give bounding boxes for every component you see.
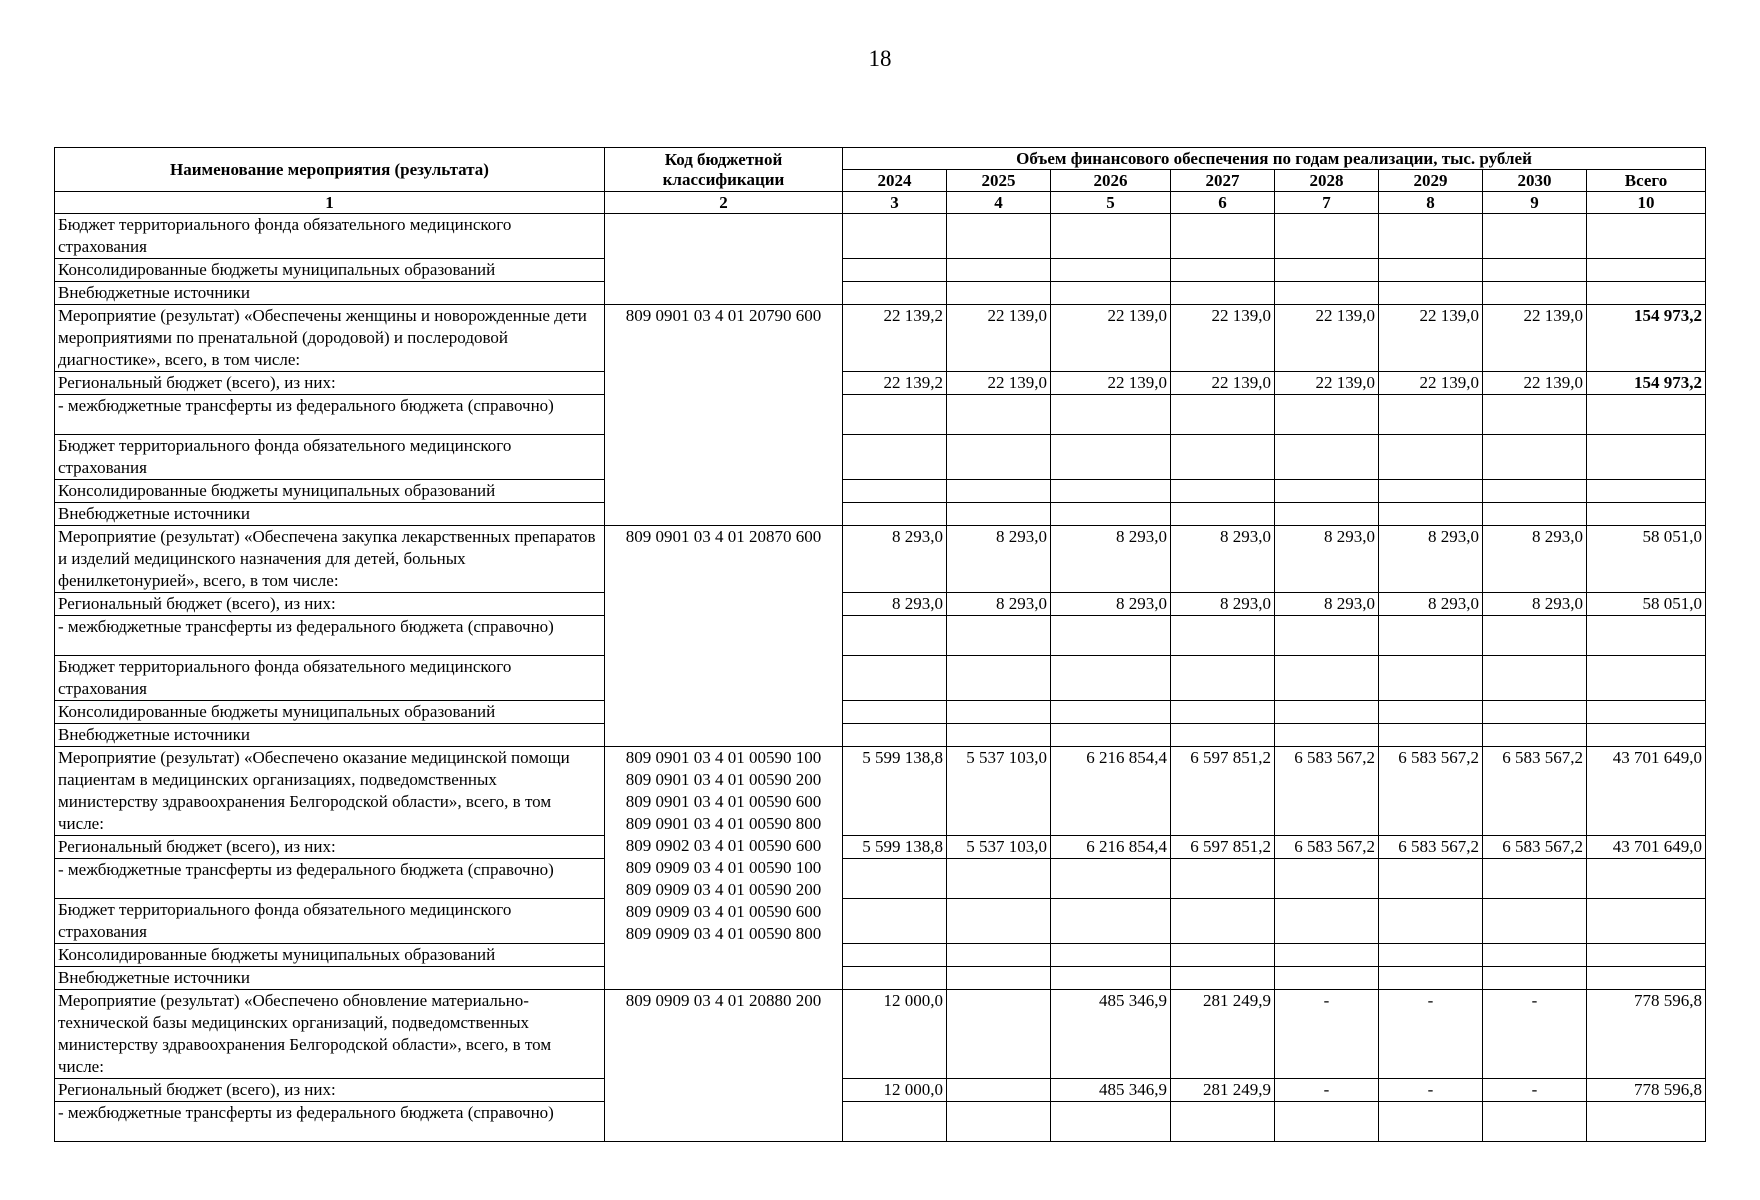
row-name: Бюджет территориального фонда обязательного медицинского страхования <box>55 899 605 944</box>
value-cell-2025 <box>947 701 1051 724</box>
row-name: Внебюджетные источники <box>55 724 605 747</box>
value-cell-2026: 6 216 854,4 <box>1051 836 1171 859</box>
table-row <box>55 836 1706 859</box>
row-name: Внебюджетные источники <box>55 967 605 990</box>
value-cell-2025: 8 293,0 <box>947 526 1051 593</box>
table-row <box>55 305 1706 372</box>
value-cell-2027 <box>1171 656 1275 701</box>
table-body <box>55 214 1706 1142</box>
value-cell-2029: 22 139,0 <box>1379 305 1483 372</box>
value-cell-2024 <box>843 724 947 747</box>
table-row <box>55 1079 1706 1102</box>
value-cell-2027 <box>1171 944 1275 967</box>
value-cell-2030: 6 583 567,2 <box>1483 747 1587 836</box>
total-cell: 778 596,8 <box>1587 1079 1706 1102</box>
value-cell-2030 <box>1483 701 1587 724</box>
value-cell-2025 <box>947 1102 1051 1142</box>
value-cell-2029: 8 293,0 <box>1379 526 1483 593</box>
value-cell-2027: 8 293,0 <box>1171 593 1275 616</box>
value-cell-2030 <box>1483 859 1587 899</box>
value-cell-2028: 8 293,0 <box>1275 593 1379 616</box>
value-cell-2027: 281 249,9 <box>1171 990 1275 1079</box>
value-cell-2027 <box>1171 701 1275 724</box>
value-cell-2029 <box>1379 701 1483 724</box>
value-cell-2028: 8 293,0 <box>1275 526 1379 593</box>
value-cell-2025 <box>947 395 1051 435</box>
value-cell-2028 <box>1275 899 1379 944</box>
value-cell-2030 <box>1483 656 1587 701</box>
value-cell-2027 <box>1171 724 1275 747</box>
value-cell-2026: 22 139,0 <box>1051 305 1171 372</box>
value-cell-2025 <box>947 259 1051 282</box>
value-cell-2028 <box>1275 259 1379 282</box>
value-cell-2026: 485 346,9 <box>1051 990 1171 1079</box>
value-cell-2026 <box>1051 899 1171 944</box>
value-cell-2029 <box>1379 656 1483 701</box>
year-header-2028: 2028 <box>1275 170 1379 192</box>
value-cell-2025 <box>947 503 1051 526</box>
value-cell-2027: 6 597 851,2 <box>1171 747 1275 836</box>
table-row <box>55 480 1706 503</box>
total-cell <box>1587 1102 1706 1142</box>
row-name: Мероприятие (результат) «Обеспечена закупка лекарственных препаратов и изделий медицинского назначения для детей, больных фенилкетонурией», всего, в том числе: <box>55 526 605 593</box>
value-cell-2027 <box>1171 395 1275 435</box>
value-cell-2026 <box>1051 656 1171 701</box>
value-cell-2029 <box>1379 503 1483 526</box>
row-name: Мероприятие (результат) «Обеспечено оказание медицинской помощи пациентам в медицинских организациях, подведомственных министерству здравоохранения Белгородской области», всего, в том числе: <box>55 747 605 836</box>
column-numbers-row <box>55 192 1706 214</box>
value-cell-2029 <box>1379 282 1483 305</box>
value-cell-2024: 5 599 138,8 <box>843 747 947 836</box>
column-header-name: Наименование мероприятия (результата) <box>55 148 605 192</box>
row-name: Консолидированные бюджеты муниципальных образований <box>55 259 605 282</box>
value-cell-2028 <box>1275 724 1379 747</box>
year-header-2026: 2026 <box>1051 170 1171 192</box>
value-cell-2024: 8 293,0 <box>843 593 947 616</box>
value-cell-2025 <box>947 944 1051 967</box>
column-header-code: Код бюджетной классификации <box>605 148 843 192</box>
value-cell-2025 <box>947 899 1051 944</box>
row-name: - межбюджетные трансферты из федерального бюджета (справочно) <box>55 1102 605 1142</box>
total-cell <box>1587 656 1706 701</box>
value-cell-2026 <box>1051 944 1171 967</box>
value-cell-2026: 8 293,0 <box>1051 526 1171 593</box>
budget-code-cell: 809 0901 03 4 01 00590 100 809 0901 03 4 01 00590 200 809 0901 03 4 01 00590 600 809 0901 03 4 01 00590 800 809 0902 03 4 01 00590 600 809 0909 03 4 01 00590 100 809 0909 03 4 01 00590 200 809 0909 03 4 01 00590 600 809 0909 03 4 01 00590 800 <box>605 747 843 990</box>
value-cell-2028 <box>1275 944 1379 967</box>
row-name: Мероприятие (результат) «Обеспечено обновление материально-технической базы медицинских организаций, подведомственных министерству здравоохранения Белгородской области», всего, в том числе: <box>55 990 605 1079</box>
value-cell-2026 <box>1051 701 1171 724</box>
value-cell-2028 <box>1275 701 1379 724</box>
value-cell-2029: - <box>1379 1079 1483 1102</box>
column-number-6: 6 <box>1171 192 1275 214</box>
table-row <box>55 724 1706 747</box>
value-cell-2030: 22 139,0 <box>1483 372 1587 395</box>
table-row <box>55 593 1706 616</box>
value-cell-2025 <box>947 859 1051 899</box>
value-cell-2029 <box>1379 616 1483 656</box>
value-cell-2026: 8 293,0 <box>1051 593 1171 616</box>
value-cell-2025: 22 139,0 <box>947 372 1051 395</box>
value-cell-2025 <box>947 282 1051 305</box>
table-row <box>55 899 1706 944</box>
total-cell: 154 973,2 <box>1587 372 1706 395</box>
value-cell-2028 <box>1275 435 1379 480</box>
year-header-2027: 2027 <box>1171 170 1275 192</box>
value-cell-2024: 5 599 138,8 <box>843 836 947 859</box>
value-cell-2024 <box>843 859 947 899</box>
table-row <box>55 616 1706 656</box>
value-cell-2026: 485 346,9 <box>1051 1079 1171 1102</box>
value-cell-2025 <box>947 724 1051 747</box>
total-cell <box>1587 435 1706 480</box>
value-cell-2029: - <box>1379 990 1483 1079</box>
row-name: - межбюджетные трансферты из федерального бюджета (справочно) <box>55 395 605 435</box>
row-name: Региональный бюджет (всего), из них: <box>55 836 605 859</box>
value-cell-2028: 6 583 567,2 <box>1275 747 1379 836</box>
column-number-2: 2 <box>605 192 843 214</box>
row-name: Региональный бюджет (всего), из них: <box>55 593 605 616</box>
value-cell-2030: - <box>1483 1079 1587 1102</box>
value-cell-2024: 22 139,2 <box>843 305 947 372</box>
total-cell <box>1587 503 1706 526</box>
total-cell: 43 701 649,0 <box>1587 836 1706 859</box>
column-number-8: 8 <box>1379 192 1483 214</box>
table-row <box>55 990 1706 1079</box>
value-cell-2024 <box>843 395 947 435</box>
value-cell-2028 <box>1275 214 1379 259</box>
value-cell-2030 <box>1483 214 1587 259</box>
value-cell-2024: 22 139,2 <box>843 372 947 395</box>
value-cell-2027 <box>1171 616 1275 656</box>
value-cell-2030 <box>1483 395 1587 435</box>
table-row <box>55 1102 1706 1142</box>
total-cell <box>1587 395 1706 435</box>
value-cell-2029 <box>1379 1102 1483 1142</box>
value-cell-2028: 22 139,0 <box>1275 305 1379 372</box>
value-cell-2027 <box>1171 214 1275 259</box>
budget-code-cell: 809 0909 03 4 01 20880 200 <box>605 990 843 1142</box>
value-cell-2027 <box>1171 282 1275 305</box>
value-cell-2027: 8 293,0 <box>1171 526 1275 593</box>
value-cell-2025 <box>947 480 1051 503</box>
value-cell-2027: 6 597 851,2 <box>1171 836 1275 859</box>
table-row <box>55 372 1706 395</box>
table-row <box>55 747 1706 836</box>
value-cell-2028 <box>1275 480 1379 503</box>
funding-table <box>54 147 1706 1142</box>
value-cell-2026 <box>1051 967 1171 990</box>
value-cell-2025: 22 139,0 <box>947 305 1051 372</box>
value-cell-2030 <box>1483 1102 1587 1142</box>
page-number: 18 <box>868 46 892 71</box>
value-cell-2024 <box>843 944 947 967</box>
total-cell <box>1587 944 1706 967</box>
table-header <box>55 148 1706 214</box>
column-number-5: 5 <box>1051 192 1171 214</box>
row-name: Консолидированные бюджеты муниципальных образований <box>55 944 605 967</box>
value-cell-2024 <box>843 435 947 480</box>
value-cell-2024: 8 293,0 <box>843 526 947 593</box>
row-name: Региональный бюджет (всего), из них: <box>55 372 605 395</box>
value-cell-2024 <box>843 616 947 656</box>
year-header-2030: 2030 <box>1483 170 1587 192</box>
value-cell-2030 <box>1483 503 1587 526</box>
value-cell-2028 <box>1275 859 1379 899</box>
value-cell-2028: 22 139,0 <box>1275 372 1379 395</box>
total-cell <box>1587 480 1706 503</box>
value-cell-2026 <box>1051 480 1171 503</box>
total-cell <box>1587 259 1706 282</box>
value-cell-2029: 6 583 567,2 <box>1379 836 1483 859</box>
value-cell-2025: 5 537 103,0 <box>947 836 1051 859</box>
value-cell-2027 <box>1171 1102 1275 1142</box>
value-cell-2029 <box>1379 944 1483 967</box>
value-cell-2028: - <box>1275 1079 1379 1102</box>
value-cell-2026 <box>1051 435 1171 480</box>
value-cell-2029: 6 583 567,2 <box>1379 747 1483 836</box>
column-header-funding: Объем финансового обеспечения по годам реализации, тыс. рублей <box>843 148 1706 170</box>
value-cell-2024 <box>843 214 947 259</box>
value-cell-2027 <box>1171 259 1275 282</box>
table-row <box>55 944 1706 967</box>
value-cell-2026 <box>1051 859 1171 899</box>
value-cell-2028 <box>1275 503 1379 526</box>
row-name: - межбюджетные трансферты из федерального бюджета (справочно) <box>55 616 605 656</box>
value-cell-2030 <box>1483 480 1587 503</box>
value-cell-2027 <box>1171 503 1275 526</box>
column-number-3: 3 <box>843 192 947 214</box>
value-cell-2024 <box>843 701 947 724</box>
value-cell-2028 <box>1275 967 1379 990</box>
value-cell-2027 <box>1171 859 1275 899</box>
value-cell-2027 <box>1171 899 1275 944</box>
value-cell-2025 <box>947 967 1051 990</box>
value-cell-2030: 6 583 567,2 <box>1483 836 1587 859</box>
total-cell: 154 973,2 <box>1587 305 1706 372</box>
value-cell-2025 <box>947 1079 1051 1102</box>
value-cell-2030 <box>1483 616 1587 656</box>
value-cell-2030: 22 139,0 <box>1483 305 1587 372</box>
value-cell-2028 <box>1275 656 1379 701</box>
column-number-10: 10 <box>1587 192 1706 214</box>
value-cell-2025 <box>947 214 1051 259</box>
column-number-9: 9 <box>1483 192 1587 214</box>
total-cell <box>1587 724 1706 747</box>
total-cell <box>1587 899 1706 944</box>
total-cell: 58 051,0 <box>1587 526 1706 593</box>
value-cell-2026 <box>1051 214 1171 259</box>
table-row <box>55 526 1706 593</box>
value-cell-2025 <box>947 656 1051 701</box>
value-cell-2029 <box>1379 859 1483 899</box>
row-name: Мероприятие (результат) «Обеспечены женщины и новорожденные дети мероприятиями по пренатальной (дородовой) и послеродовой диагностике», всего, в том числе: <box>55 305 605 372</box>
value-cell-2030 <box>1483 435 1587 480</box>
value-cell-2028: 6 583 567,2 <box>1275 836 1379 859</box>
value-cell-2029 <box>1379 724 1483 747</box>
value-cell-2024 <box>843 259 947 282</box>
row-name: - межбюджетные трансферты из федерального бюджета (справочно) <box>55 859 605 899</box>
row-name: Бюджет территориального фонда обязательного медицинского страхования <box>55 656 605 701</box>
value-cell-2028: - <box>1275 990 1379 1079</box>
value-cell-2025 <box>947 616 1051 656</box>
value-cell-2029 <box>1379 435 1483 480</box>
value-cell-2029 <box>1379 480 1483 503</box>
value-cell-2024 <box>843 899 947 944</box>
column-number-4: 4 <box>947 192 1051 214</box>
value-cell-2027 <box>1171 967 1275 990</box>
value-cell-2030 <box>1483 944 1587 967</box>
total-cell <box>1587 701 1706 724</box>
column-number-7: 7 <box>1275 192 1379 214</box>
value-cell-2027: 22 139,0 <box>1171 372 1275 395</box>
value-cell-2026 <box>1051 395 1171 435</box>
value-cell-2026 <box>1051 1102 1171 1142</box>
row-name: Региональный бюджет (всего), из них: <box>55 1079 605 1102</box>
value-cell-2026: 6 216 854,4 <box>1051 747 1171 836</box>
value-cell-2024: 12 000,0 <box>843 1079 947 1102</box>
table-row <box>55 395 1706 435</box>
year-header-total: Всего <box>1587 170 1706 192</box>
value-cell-2029 <box>1379 899 1483 944</box>
row-name: Внебюджетные источники <box>55 503 605 526</box>
row-name: Консолидированные бюджеты муниципальных образований <box>55 701 605 724</box>
table-row <box>55 967 1706 990</box>
budget-code-cell: 809 0901 03 4 01 20790 600 <box>605 305 843 526</box>
column-number-1: 1 <box>55 192 605 214</box>
value-cell-2026 <box>1051 616 1171 656</box>
budget-code-cell <box>605 214 843 305</box>
value-cell-2030: - <box>1483 990 1587 1079</box>
value-cell-2030 <box>1483 282 1587 305</box>
table-row <box>55 282 1706 305</box>
value-cell-2024 <box>843 967 947 990</box>
value-cell-2029 <box>1379 259 1483 282</box>
value-cell-2025 <box>947 990 1051 1079</box>
value-cell-2030 <box>1483 724 1587 747</box>
value-cell-2030 <box>1483 967 1587 990</box>
table-row <box>55 435 1706 480</box>
value-cell-2026 <box>1051 724 1171 747</box>
table-row <box>55 214 1706 259</box>
value-cell-2024 <box>843 656 947 701</box>
value-cell-2028 <box>1275 1102 1379 1142</box>
value-cell-2028 <box>1275 395 1379 435</box>
table-row <box>55 259 1706 282</box>
value-cell-2029: 8 293,0 <box>1379 593 1483 616</box>
value-cell-2024 <box>843 282 947 305</box>
year-header-2024: 2024 <box>843 170 947 192</box>
row-name: Консолидированные бюджеты муниципальных образований <box>55 480 605 503</box>
value-cell-2025: 8 293,0 <box>947 593 1051 616</box>
value-cell-2027 <box>1171 480 1275 503</box>
value-cell-2030 <box>1483 259 1587 282</box>
total-cell <box>1587 616 1706 656</box>
value-cell-2029 <box>1379 395 1483 435</box>
value-cell-2030: 8 293,0 <box>1483 593 1587 616</box>
value-cell-2026 <box>1051 282 1171 305</box>
value-cell-2027: 281 249,9 <box>1171 1079 1275 1102</box>
total-cell <box>1587 214 1706 259</box>
value-cell-2030 <box>1483 899 1587 944</box>
total-cell: 43 701 649,0 <box>1587 747 1706 836</box>
total-cell <box>1587 282 1706 305</box>
value-cell-2024: 12 000,0 <box>843 990 947 1079</box>
value-cell-2026 <box>1051 259 1171 282</box>
total-cell <box>1587 859 1706 899</box>
total-cell <box>1587 967 1706 990</box>
budget-code-cell: 809 0901 03 4 01 20870 600 <box>605 526 843 747</box>
value-cell-2024 <box>843 503 947 526</box>
table-row <box>55 859 1706 899</box>
value-cell-2026 <box>1051 503 1171 526</box>
year-header-2029: 2029 <box>1379 170 1483 192</box>
value-cell-2028 <box>1275 616 1379 656</box>
value-cell-2030: 8 293,0 <box>1483 526 1587 593</box>
table-row <box>55 701 1706 724</box>
row-name: Внебюджетные источники <box>55 282 605 305</box>
value-cell-2024 <box>843 480 947 503</box>
value-cell-2025: 5 537 103,0 <box>947 747 1051 836</box>
value-cell-2026: 22 139,0 <box>1051 372 1171 395</box>
value-cell-2029 <box>1379 214 1483 259</box>
value-cell-2029 <box>1379 967 1483 990</box>
value-cell-2024 <box>843 1102 947 1142</box>
year-header-2025: 2025 <box>947 170 1051 192</box>
table-row <box>55 503 1706 526</box>
value-cell-2027: 22 139,0 <box>1171 305 1275 372</box>
table-row <box>55 656 1706 701</box>
total-cell: 778 596,8 <box>1587 990 1706 1079</box>
row-name: Бюджет территориального фонда обязательного медицинского страхования <box>55 435 605 480</box>
total-cell: 58 051,0 <box>1587 593 1706 616</box>
value-cell-2028 <box>1275 282 1379 305</box>
value-cell-2029: 22 139,0 <box>1379 372 1483 395</box>
row-name: Бюджет территориального фонда обязательного медицинского страхования <box>55 214 605 259</box>
value-cell-2025 <box>947 435 1051 480</box>
value-cell-2027 <box>1171 435 1275 480</box>
